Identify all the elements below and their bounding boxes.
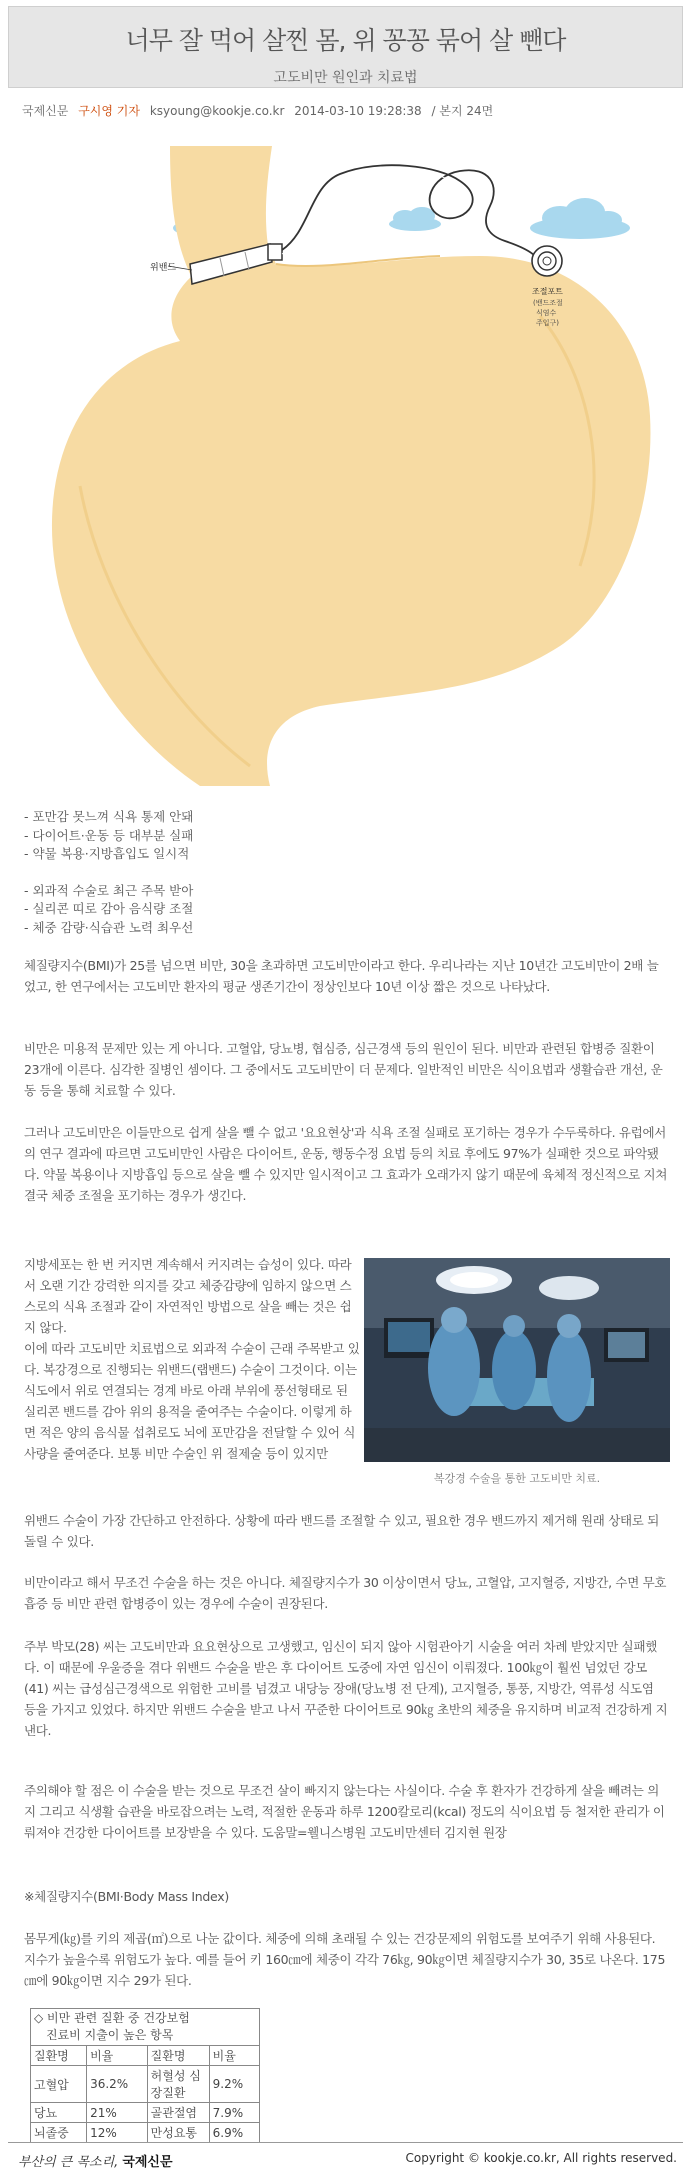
bmi-definition: 몸무게(㎏)를 키의 제곱(㎡)으로 나눈 값이다. 체중에 의해 초래될 수 있는 건강문제의 위험도를 보여주기 위해 사용된다. 지수가 높을수록 위험도가 높다. 예를 들어 키 160㎝에 체중이 각각 76㎏, 90㎏이면 체질량지수가 30, 35로 나온다. 175㎝에 90㎏이면 지수 29가 된다. [24,1931,666,1988]
copyright-notice: Copyright © kookje.co.kr, All rights reserved. [405,2151,677,2165]
band-label: 위밴드 [150,263,177,273]
stomach-shape [52,256,651,786]
surgery-photo [364,1258,670,1462]
table-row [31,2123,260,2143]
bullet-item: - 약물 복용·지방흡입도 일시적 [24,846,190,861]
paragraph-3: 그러나 고도비만은 이들만으로 쉽게 살을 뺄 수 없고 '요요현상'과 식욕 조절 실패로 포기하는 경우가 수두룩하다. 유럽에서의 연구 결과에 따르면 고도비만인 사람은 다이어트, 운동, 행동수정 요법 등의 치료 후에도 97%가 실패한 것으로 파악됐다. 약물 복용이나 지방흡입 등으로 살을 뺄 수 있지만 일시적이고 그 효과가 오래가지 않기 때문에 육체적 정신적으로 지쳐 결국 체중 조절을 포기하는 경우가 생긴다. [24,1125,668,1203]
port-label-detail-1: (밴드조절 [533,299,563,307]
table-row [31,2066,260,2103]
paragraph-8: 주의해야 할 점은 이 수술을 받는 것으로 무조건 살이 빠지지 않는다는 사실이다. 수술 후 환자가 건강하게 살을 빼려는 의지 그리고 식생활 습관을 바로잡으려는 노력, 적절한 운동과 하루 1200칼로리(kcal) 정도의 식이요법 등 철저한 관리가 이뤄져야 건강한 다이어트를 보장받을 수 있다. 도움말=웰니스병원 고도비만센터 김지현 원장 [24,1783,665,1840]
table-cell: 21% [87,2103,148,2123]
gastric-band-illustration [20,146,672,786]
table-cell: 6.9% [209,2123,259,2143]
table-cell: 고혈압 [31,2066,87,2103]
reporter-link[interactable]: 구시영 기자 [78,104,140,118]
table-header-cell: 비율 [87,2046,148,2066]
table-cell: 만성요통 [147,2123,209,2143]
bullet-item: - 외과적 수술로 최근 주목 받아 [24,882,194,898]
table-cell: 뇌졸중 [31,2123,87,2143]
obesity-cost-table [30,2008,260,2143]
paragraph-6: 비만이라고 해서 무조건 수술을 하는 것은 아니다. 체질량지수가 30 이상이면서 당뇨, 고혈압, 고지혈증, 지방간, 수면 무호흡증 등 비만 관련 합병증이 있는 경우에 수술이 권장된다. [24,1575,667,1611]
footer-brand: 국제신문 [122,2155,173,2170]
paragraph-7: 주부 박모(28) 씨는 고도비만과 요요현상으로 고생했고, 임신이 되지 않아 시험관아기 시술을 여러 차례 받았지만 실패했다. 이 때문에 우울증을 겪다 위밴드 수술을 받은 후 다이어트 도중에 자연 임신이 이뤄졌다. 100㎏이 훨씬 넘었던 강모(41) 씨는 급성심근경색으로 위험한 고비를 넘겼고 내당능 장애(당뇨병 전 단계), 고지혈증, 통풍, 지방간, 역류성 식도염 등을 가지고 있었다. 하지만 위밴드 수술을 받고 나서 꾸준한 다이어트로 90㎏ 초반의 체중을 유지하며 비교적 건강하게 지낸다. [24,1639,668,1738]
source-name: 국제신문 [22,104,69,118]
footer-logo[interactable] [18,2151,173,2170]
bullet-item: - 포만감 못느껴 식욕 통제 안돼 [24,809,194,824]
table-caption [31,2009,260,2046]
table-cell: 12% [87,2123,148,2143]
paragraph-4: 지방세포는 한 번 커지면 계속해서 커지려는 습성이 있다. 따라서 오랜 기간 강력한 의지를 갖고 체중감량에 임하지 않으면 스스로의 식욕 조절과 같이 자연적인 방법으로 살을 빼는 것은 쉽지 않다. [24,1257,352,1335]
paragraph-5-continued: 위밴드 수술이 가장 간단하고 안전하다. 상황에 따라 밴드를 조절할 수 있고, 필요한 경우 밴드까지 제거해 원래 상태로 되돌릴 수 있다. [24,1513,659,1549]
table-cell: 9.2% [209,2066,259,2103]
table-cell: 36.2% [87,2066,148,2103]
port-label: 조절포트 [532,287,563,296]
headline-box [8,6,683,88]
cloud-right [389,198,630,239]
table-cell: 당뇨 [31,2103,87,2123]
table-caption-line-1: ◇ 비만 관련 질환 중 건강보험 [34,2011,190,2025]
byline [22,102,499,119]
paragraph-5: 이에 따라 고도비만 치료법으로 외과적 수술이 근래 주목받고 있다. 복강경으로 진행되는 위밴드(랩밴드) 수술이 그것이다. 이는 식도에서 위로 연결되는 경계 바로 아래 부위에 풍선형태로 된 실리콘 밴드를 감아 위의 용적을 줄여주는 수술이다. 이렇게 하면 적은 양의 음식물 섭취로도 뇌에 포만감을 전달할 수 있어 식사량을 줄여준다. 보통 비만 수술인 위 절제술 등이 있지만 [24,1341,360,1461]
photo-caption: 복강경 수술을 통한 고도비만 치료. [433,1472,601,1485]
table-header-cell: 비율 [209,2046,259,2066]
subheadline: 고도비만 원인과 치료법 [273,70,418,86]
page-footer [8,2142,683,2172]
table-cell: 7.9% [209,2103,259,2123]
publish-datetime: 2014-03-10 19:28:38 [294,104,422,118]
table-cell: 골관절염 [147,2103,209,2123]
bullet-item: - 체중 감량·식습관 노력 최우선 [24,919,194,935]
table-header-cell: 질환명 [147,2046,209,2066]
footer-slogan: 부산의 큰 목소리, [18,2155,119,2170]
table-row [31,2103,260,2123]
table-header-cell: 질환명 [31,2046,87,2066]
port-label-detail-3: 주입구) [536,319,560,327]
port-label-detail-2: 식염수 [536,309,557,317]
table-cell: 허혈성 심장질환 [147,2066,209,2103]
bullet-item: - 실리콘 띠로 감아 음식량 조절 [24,901,194,916]
headline: 너무 잘 먹어 살찐 몸, 위 꽁꽁 묶어 살 뺀다 [125,26,566,55]
bullet-item: - 다이어트·운동 등 대부분 실패 [24,827,194,843]
print-page: / 본지 24면 [431,104,494,118]
reporter-email[interactable]: ksyoung@kookje.co.kr [149,104,285,118]
paragraph-2: 비만은 미용적 문제만 있는 게 아니다. 고혈압, 당뇨병, 협심증, 심근경색 등의 원인이 된다. 비만과 관련된 합병증 질환이 23개에 이른다. 심각한 질병인 셈이다. 그 중에서도 고도비만이 더 문제다. 일반적인 비만은 식이요법과 생활습관 개선, 운동 등을 통해 치료할 수 있다. [24,1041,663,1098]
table-header-row [31,2046,260,2066]
table-caption-line-2: 진료비 지출이 높은 항목 [46,2028,174,2042]
bmi-title: ※체질량지수(BMI·Body Mass Index) [24,1889,229,1904]
adjustment-port [532,246,562,276]
summary-bullets [24,808,193,937]
paragraph-1: 체질량지수(BMI)가 25를 넘으면 비만, 30을 초과하면 고도비만이라고 한다. 우리나라는 지난 10년간 고도비만이 2배 늘었고, 한 연구에서는 고도비만 환자의 평균 생존기간이 정상인보다 10년 이상 짧은 것으로 나타났다. [24,958,659,994]
